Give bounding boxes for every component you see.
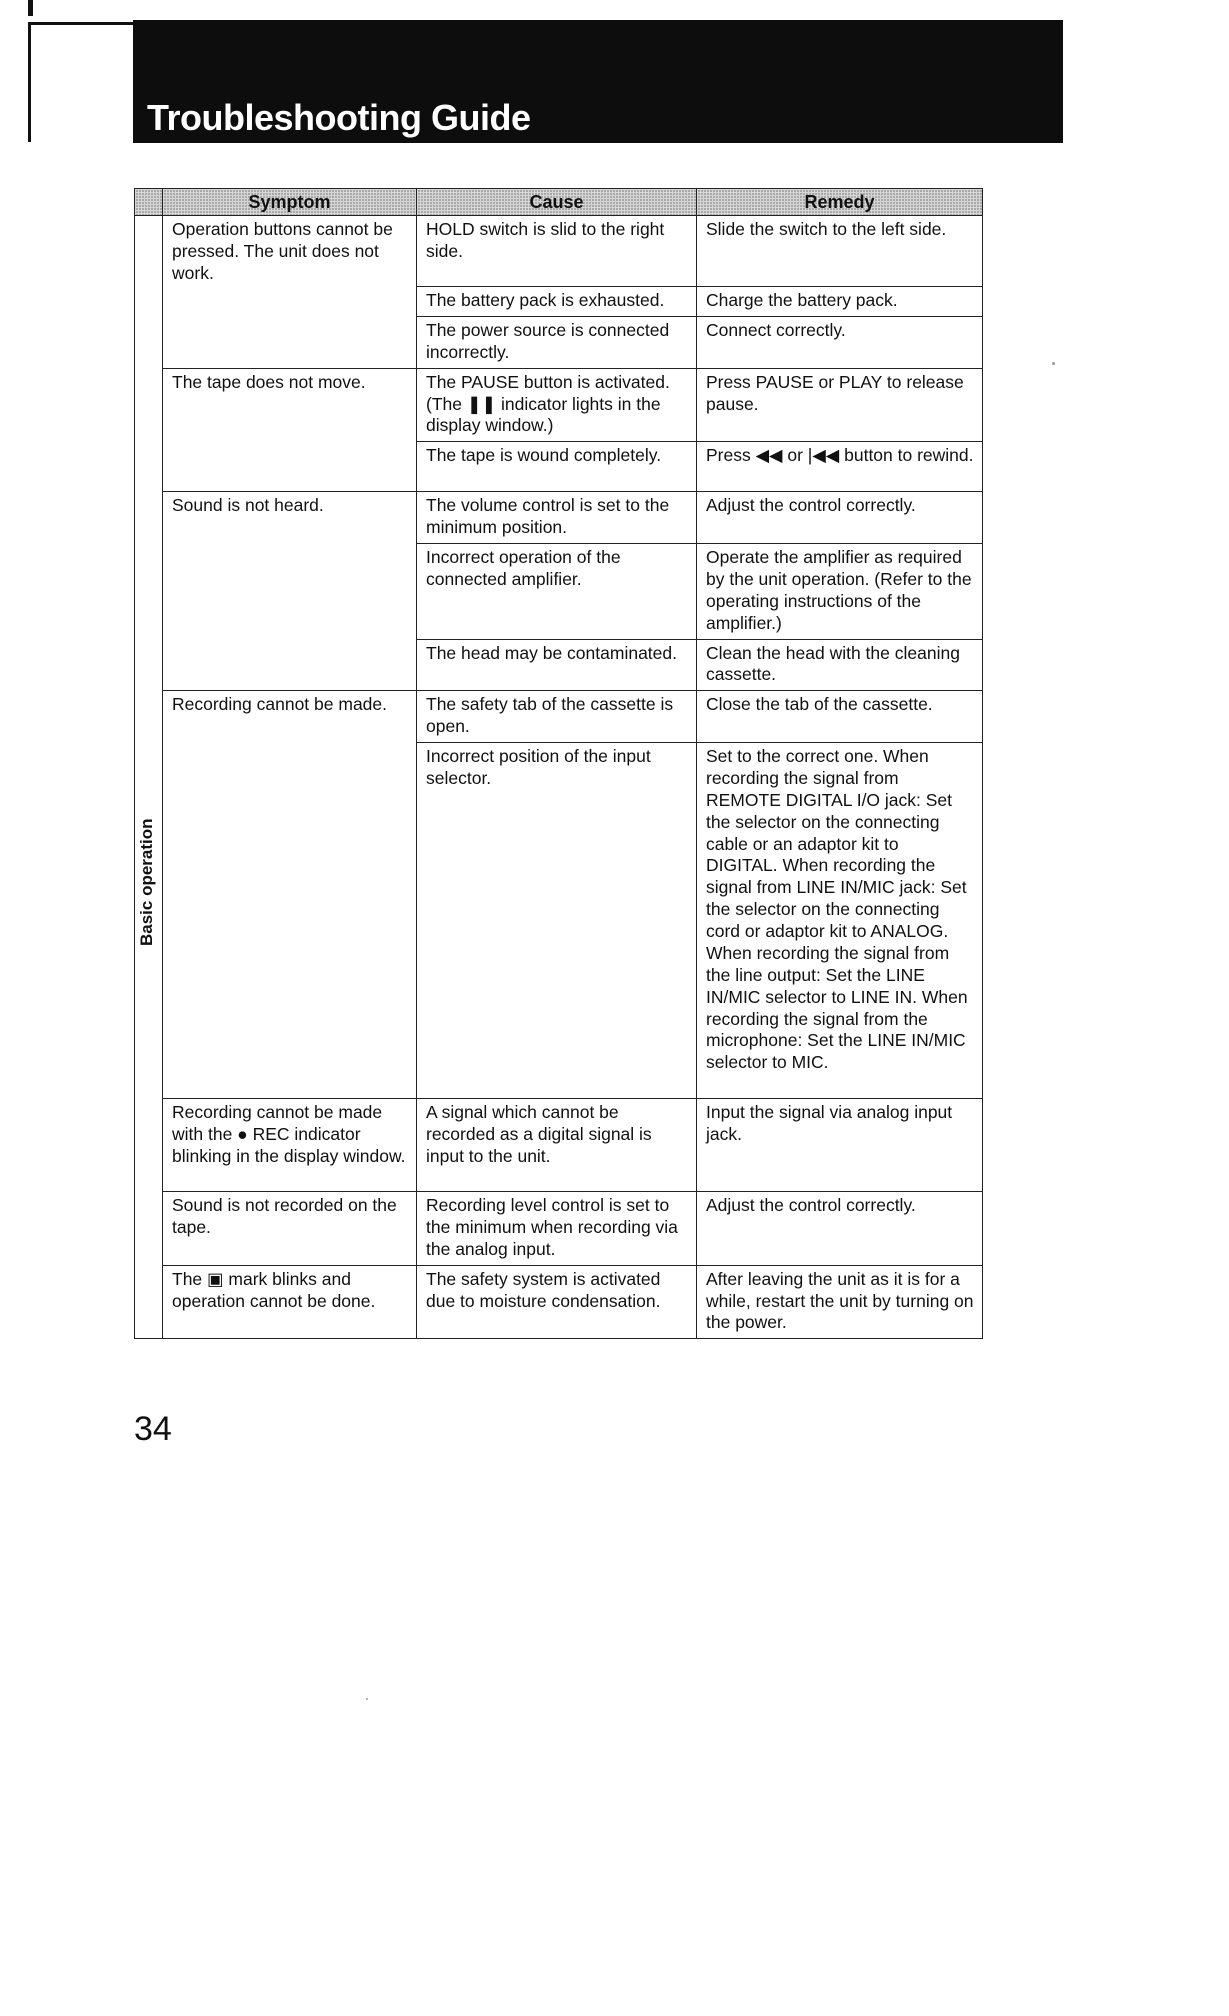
column-header-cause: Cause	[417, 189, 697, 216]
remedy-cell: Slide the switch to the left side.	[697, 216, 983, 287]
cause-cell: Incorrect position of the input selector.	[417, 743, 697, 1099]
section-label: Basic operation	[137, 818, 156, 946]
symptom-cell: The tape does not move.	[163, 368, 417, 492]
table-row	[135, 216, 983, 287]
corner-bracket-vertical	[28, 22, 31, 142]
cause-cell: Recording level control is set to the minimum when recording via the analog input.	[417, 1192, 697, 1266]
scan-speck	[1052, 362, 1055, 365]
cause-cell: The safety system is activated due to moisture condensation.	[417, 1265, 697, 1339]
table-header-row	[135, 189, 983, 216]
cause-cell: The power source is connected incorrectly.	[417, 316, 697, 368]
cause-cell: HOLD switch is slid to the right side.	[417, 216, 697, 287]
page-number: 34	[134, 1410, 172, 1448]
remedy-cell: Clean the head with the cleaning cassette.	[697, 639, 983, 691]
cause-cell: The volume control is set to the minimum position.	[417, 492, 697, 544]
remedy-cell: Adjust the control correctly.	[697, 492, 983, 544]
symptom-cell: Recording cannot be made with the ● REC indicator blinking in the display window.	[163, 1099, 417, 1192]
troubleshooting-table	[134, 188, 983, 1339]
symptom-cell: Operation buttons cannot be pressed. The unit does not work.	[163, 216, 417, 369]
table-row	[135, 1192, 983, 1266]
symptom-cell: Sound is not heard.	[163, 492, 417, 691]
cause-cell: The head may be contaminated.	[417, 639, 697, 691]
cause-cell: A signal which cannot be recorded as a digital signal is input to the unit.	[417, 1099, 697, 1192]
column-header-symptom: Symptom	[163, 189, 417, 216]
table-row	[135, 1265, 983, 1339]
page-title: Troubleshooting Guide	[147, 97, 531, 138]
table-row	[135, 492, 983, 544]
remedy-cell: Operate the amplifier as required by the unit operation. (Refer to the operating instructions of the amplifier.)	[697, 544, 983, 640]
symptom-cell: Recording cannot be made.	[163, 691, 417, 1099]
remedy-cell: Set to the correct one. When recording the signal from REMOTE DIGITAL I/O jack: Set the selector on the connecting cable or an adaptor kit to DIGITAL. When recording the signal from LINE IN/MIC jack: Set the selector on the connecting cord or adaptor kit to ANALOG. When recording the signal from the line output: Set the LINE IN/MIC selector to LINE IN. When recording the signal from the microphone: Set the LINE IN/MIC selector to MIC.	[697, 743, 983, 1099]
table-row	[135, 1099, 983, 1192]
header-spacer-cell	[135, 189, 163, 216]
cause-cell: The battery pack is exhausted.	[417, 287, 697, 317]
table-row	[135, 691, 983, 743]
cause-cell: The PAUSE button is activated. (The ❚❚ indicator lights in the display window.)	[417, 368, 697, 442]
corner-bracket-horizontal	[28, 22, 138, 25]
symptom-cell: The ▣ mark blinks and operation cannot be done.	[163, 1265, 417, 1339]
registration-mark	[28, 0, 33, 16]
cause-cell: The tape is wound completely.	[417, 442, 697, 492]
section-side-cell	[135, 216, 163, 1339]
remedy-cell: Press PAUSE or PLAY to release pause.	[697, 368, 983, 442]
scan-speck	[366, 1698, 368, 1700]
remedy-cell: Input the signal via analog input jack.	[697, 1099, 983, 1192]
table-row	[135, 368, 983, 442]
cause-cell: The safety tab of the cassette is open.	[417, 691, 697, 743]
symptom-cell: Sound is not recorded on the tape.	[163, 1192, 417, 1266]
remedy-cell: After leaving the unit as it is for a while, restart the unit by turning on the power.	[697, 1265, 983, 1339]
title-banner	[133, 20, 1063, 143]
remedy-cell: Press ◀◀ or |◀◀ button to rewind.	[697, 442, 983, 492]
remedy-cell: Close the tab of the cassette.	[697, 691, 983, 743]
remedy-cell: Connect correctly.	[697, 316, 983, 368]
column-header-remedy: Remedy	[697, 189, 983, 216]
cause-cell: Incorrect operation of the connected amplifier.	[417, 544, 697, 640]
remedy-cell: Charge the battery pack.	[697, 287, 983, 317]
remedy-cell: Adjust the control correctly.	[697, 1192, 983, 1266]
